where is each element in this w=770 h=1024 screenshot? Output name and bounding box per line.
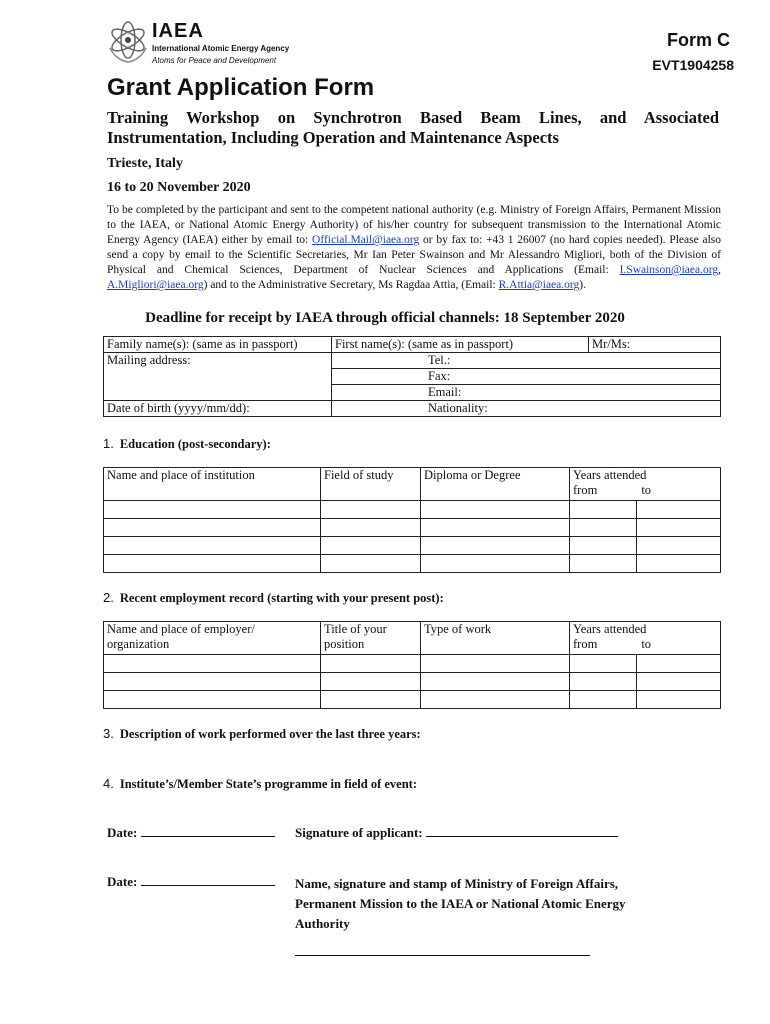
official-mail-link[interactable]: Official.Mail@iaea.org: [312, 234, 420, 246]
col-header-institution: Name and place of institution: [104, 468, 321, 501]
col-header-diploma: Diploma or Degree: [421, 468, 570, 501]
table-cell[interactable]: [321, 537, 421, 555]
first-name-field[interactable]: First name(s): (same as in passport): [332, 337, 589, 353]
to-label: to: [641, 637, 652, 651]
mailing-address-label: Mailing address:: [107, 353, 191, 367]
family-name-field[interactable]: Family name(s): (same as in passport): [104, 337, 332, 353]
table-cell[interactable]: [321, 519, 421, 537]
table-cell[interactable]: [104, 537, 321, 555]
table-cell[interactable]: [321, 691, 421, 709]
table-cell[interactable]: [421, 655, 570, 673]
deadline-notice: Deadline for receipt by IAEA through official channels: 18 September 2020: [145, 310, 625, 326]
table-cell[interactable]: [637, 673, 721, 691]
title-field[interactable]: Mr/Ms:: [589, 337, 721, 353]
table-cell[interactable]: [570, 691, 637, 709]
table-cell[interactable]: [104, 555, 321, 573]
col-header-employer: Name and place of employer/ organization: [104, 622, 321, 655]
event-location: Trieste, Italy: [107, 156, 183, 171]
table-cell[interactable]: [637, 691, 721, 709]
table-cell[interactable]: [104, 501, 321, 519]
table-cell[interactable]: [421, 501, 570, 519]
authority-signature-label: Name, signature and stamp of Ministry of Foreign Affairs, Permanent Mission to the IAEA or National Atomic Energy Authority: [295, 876, 626, 931]
section-title: Institute’s/Member State’s programme in field of event:: [119, 777, 418, 791]
date-label: Date:: [107, 874, 138, 889]
event-dates: 16 to 20 November 2020: [107, 180, 251, 195]
section-number: 1.: [103, 436, 114, 451]
section-programme-heading: [103, 776, 417, 792]
table-cell[interactable]: [421, 555, 570, 573]
iaea-logo-icon: [106, 18, 150, 64]
dob-field[interactable]: Date of birth (yyyy/mm/dd):: [104, 401, 332, 417]
table-row: [104, 691, 721, 709]
table-cell[interactable]: [637, 655, 721, 673]
table-cell[interactable]: [104, 673, 321, 691]
personal-info-table: [103, 336, 721, 417]
section-number: 3.: [103, 726, 114, 741]
org-name: IAEA: [152, 20, 204, 42]
separator: ,: [718, 264, 721, 276]
table-cell[interactable]: [421, 537, 570, 555]
years-label: Years attended: [573, 622, 647, 636]
table-row: [104, 537, 721, 555]
nationality-field[interactable]: Nationality:: [332, 401, 721, 417]
table-cell[interactable]: [321, 555, 421, 573]
instructions-text: ).: [579, 279, 586, 291]
instructions-text: To be completed by the participant and sent to the competent national authority (e.g. Ministry of Foreign Affairs, Permanent Mission to the IAEA, or National Atomic Energy Authority) of his/her country for subsequent transmission to the International Atomic Energy Agency (IAEA) either by email to:: [107, 204, 721, 246]
table-cell[interactable]: [421, 519, 570, 537]
years-label: Years attended: [573, 468, 647, 482]
table-cell[interactable]: [637, 537, 721, 555]
table-cell[interactable]: [570, 519, 637, 537]
table-row: [104, 655, 721, 673]
to-label: to: [641, 483, 652, 497]
swainson-email-link[interactable]: I.Swainson@iaea.org: [619, 264, 719, 276]
from-label: from: [573, 637, 598, 651]
table-cell[interactable]: [570, 501, 637, 519]
org-motto: Atoms for Peace and Development: [152, 56, 277, 65]
section-title: Description of work performed over the last three years:: [119, 727, 421, 741]
table-cell[interactable]: [321, 673, 421, 691]
instructions-text: or by fax to: +43 1 26007 (no hard copies needed). Please also send a copy by email to the Scientific Secretaries, Mr Ian Peter Swainson and Mr Alessandro Migliori, both of the Division of Physical and Chemical Sciences, Department of Nuclear Sciences and Applications (Email:: [107, 234, 721, 276]
table-row: [104, 519, 721, 537]
table-cell[interactable]: [637, 519, 721, 537]
table-cell[interactable]: [570, 673, 637, 691]
col-header-years: [570, 622, 721, 655]
section-title: Recent employment record (starting with your present post):: [119, 591, 444, 605]
table-cell[interactable]: [570, 655, 637, 673]
date-input[interactable]: [141, 873, 275, 886]
col-header-field: Field of study: [321, 468, 421, 501]
fax-field[interactable]: Fax:: [332, 369, 721, 385]
table-cell[interactable]: [421, 673, 570, 691]
table-cell[interactable]: [104, 691, 321, 709]
instructions-text: ) and to the Administrative Secretary, Ms Ragdaa Attia, (Email:: [203, 279, 499, 291]
col-header-type: Type of work: [421, 622, 570, 655]
event-code: EVT1904258: [652, 57, 734, 73]
signature-input[interactable]: [426, 824, 618, 837]
page-title: Grant Application Form: [107, 74, 375, 101]
section-work-description-heading: [103, 726, 421, 742]
section-title: Education (post-secondary):: [119, 437, 271, 451]
table-cell[interactable]: [421, 691, 570, 709]
org-full-name: International Atomic Energy Agency: [152, 44, 290, 53]
table-cell[interactable]: [104, 655, 321, 673]
table-cell[interactable]: [570, 555, 637, 573]
section-employment-heading: [103, 590, 444, 606]
mailing-address-field[interactable]: [104, 353, 332, 401]
col-header-title: Title of your position: [321, 622, 421, 655]
table-row: [104, 555, 721, 573]
education-table: [103, 467, 721, 573]
table-row: [104, 673, 721, 691]
event-title: Training Workshop on Synchrotron Based Beam Lines, and Associated Instrumentation, Including Operation and Maintenance Aspects: [107, 108, 719, 147]
attia-email-link[interactable]: R.Attia@iaea.org: [498, 279, 580, 291]
authority-signature-input[interactable]: [295, 955, 590, 956]
section-number: 4.: [103, 776, 114, 791]
table-cell[interactable]: [637, 555, 721, 573]
section-education-heading: [103, 436, 271, 452]
table-cell[interactable]: [321, 655, 421, 673]
employment-table: [103, 621, 721, 709]
authority-date-row: [107, 873, 275, 890]
table-cell[interactable]: [637, 501, 721, 519]
signature-label: Signature of applicant:: [295, 825, 423, 840]
from-label: from: [573, 483, 598, 497]
date-input[interactable]: [141, 824, 275, 837]
table-cell[interactable]: [321, 501, 421, 519]
section-number: 2.: [103, 590, 114, 605]
tel-field[interactable]: Tel.:: [332, 353, 721, 369]
applicant-date-row: [107, 824, 275, 841]
date-label: Date:: [107, 825, 138, 840]
email-field[interactable]: Email:: [332, 385, 721, 401]
table-cell[interactable]: [104, 519, 321, 537]
table-cell[interactable]: [570, 537, 637, 555]
col-header-years: [570, 468, 721, 501]
applicant-signature-row: [295, 824, 618, 841]
migliori-email-link[interactable]: A.Migliori@iaea.org: [107, 279, 204, 291]
form-id: Form C: [667, 30, 730, 50]
instructions: [107, 203, 721, 293]
table-row: [104, 501, 721, 519]
